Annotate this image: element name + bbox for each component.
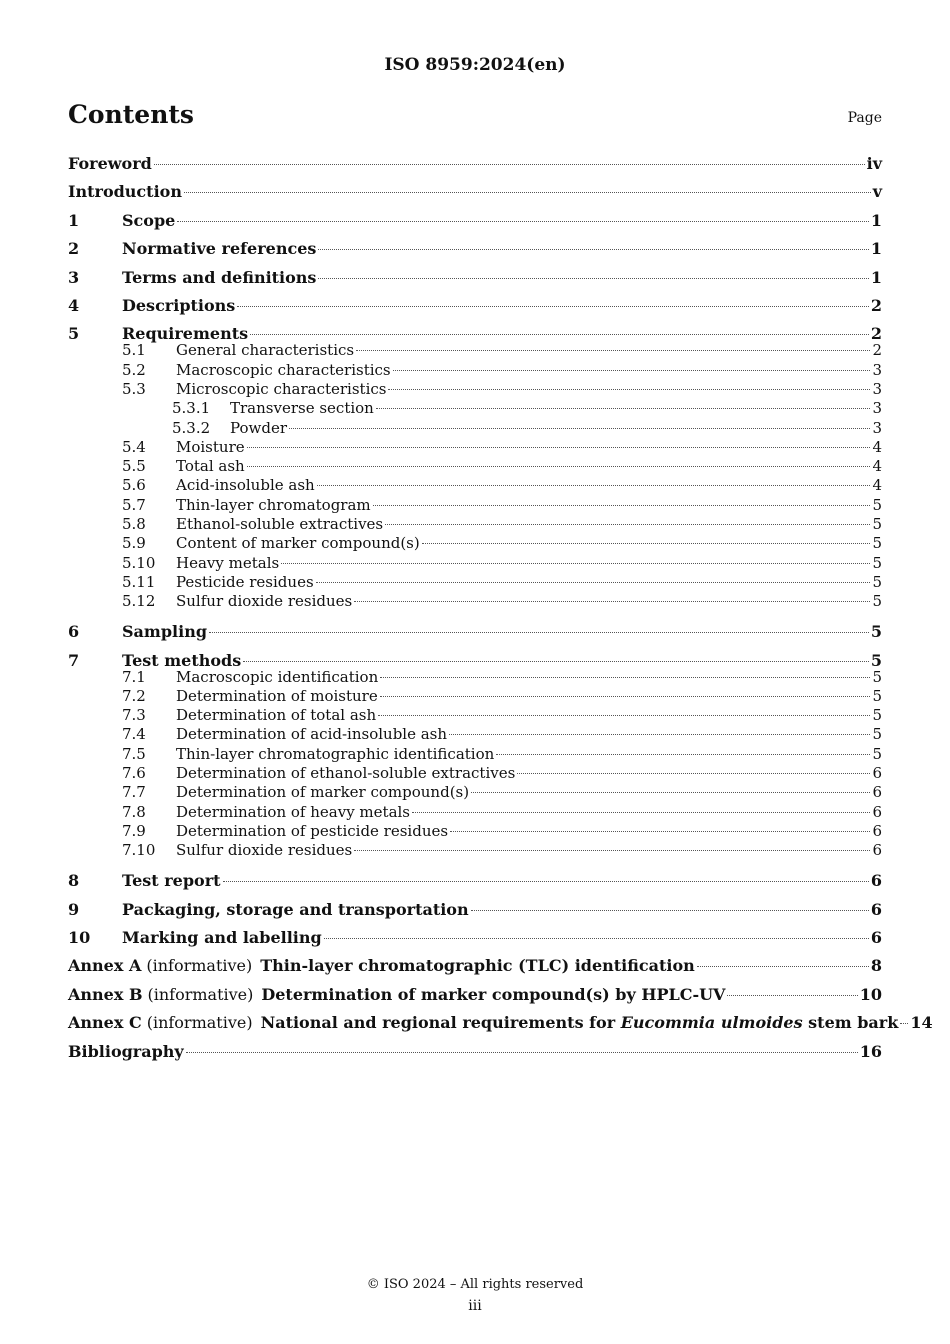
toc-entry-number: 9 — [68, 899, 80, 919]
toc-entry-number: 7.2 — [122, 686, 146, 705]
toc-entry[interactable] — [68, 926, 882, 954]
toc-entry[interactable] — [68, 706, 882, 725]
toc-entry-page: 5 — [872, 667, 882, 686]
annex-title: Thin-layer chromatographic (TLC) identification — [260, 956, 695, 976]
annex-title: Determination of marker compound(s) by HPLC-UV — [261, 984, 726, 1004]
toc-dot-leader — [697, 966, 869, 967]
toc-entry-title: Ethanol-soluble extractives — [176, 515, 384, 534]
toc-entry-number: 7.9 — [122, 821, 146, 840]
toc-entry-page: 5 — [872, 725, 882, 744]
toc-dot-leader — [177, 221, 869, 222]
toc-entry[interactable] — [68, 496, 882, 515]
toc-entry-number: 5.9 — [122, 534, 146, 553]
toc-dot-leader — [289, 428, 870, 429]
toc-entry-page: 3 — [872, 418, 882, 437]
toc-dot-leader — [450, 831, 870, 832]
toc-dot-leader — [186, 1052, 858, 1053]
document-id-header: ISO 8959:2024(en) — [384, 55, 566, 75]
toc-entry-page: 3 — [872, 399, 882, 418]
toc-entry[interactable] — [68, 620, 882, 648]
toc-entry[interactable] — [68, 341, 882, 360]
toc-entry-page: 5 — [872, 686, 882, 705]
toc-entry-number: 5.8 — [122, 515, 146, 534]
toc-entry-number: 5.2 — [122, 360, 146, 379]
toc-entry-title: Sampling — [122, 622, 208, 642]
toc-entry[interactable] — [68, 399, 882, 418]
toc-dot-leader — [380, 677, 870, 678]
toc-entry[interactable] — [68, 180, 882, 208]
toc-entry-number: 5.11 — [122, 572, 156, 591]
toc-entry-title: Thin-layer chromatographic identification — [176, 744, 495, 763]
toc-dot-leader — [281, 563, 870, 564]
toc-entry-title: Macroscopic characteristics — [176, 360, 391, 379]
toc-entry-page: 5 — [872, 572, 882, 591]
toc-dot-leader — [184, 192, 871, 193]
toc-entry-title: Determination of acid-insoluble ash — [176, 725, 448, 744]
toc-entry-title: Transverse section — [230, 399, 374, 418]
toc-entry-page: 8 — [870, 956, 882, 976]
toc-entry-page: 6 — [872, 764, 882, 783]
toc-dot-leader — [412, 812, 870, 813]
toc-dot-leader — [250, 334, 869, 335]
toc-dot-leader — [388, 389, 870, 390]
toc-entry-page: 6 — [870, 899, 882, 919]
toc-entry-page: 5 — [872, 592, 882, 611]
toc-dot-leader — [356, 350, 870, 351]
annex-informative-tag: (informative) — [146, 1013, 253, 1033]
toc-entry-page: 6 — [872, 802, 882, 821]
toc-entry-page: 5 — [870, 622, 882, 642]
toc-entry[interactable] — [68, 209, 882, 237]
toc-entry-number: 7.1 — [122, 667, 146, 686]
toc-entry-title: Powder — [230, 418, 288, 437]
toc-entry-title: Determination of ethanol-soluble extractives — [176, 764, 516, 783]
toc-entry[interactable] — [68, 1040, 882, 1068]
toc-entry[interactable] — [68, 554, 882, 573]
toc-entry-title: Sulfur dioxide residues — [176, 592, 353, 611]
annex-label: Annex A — [68, 956, 142, 976]
toc-entry-title: Determination of moisture — [176, 686, 378, 705]
toc-entry-title: Scope — [122, 210, 176, 230]
toc-entry[interactable] — [68, 725, 882, 744]
annex-title-part: stem bark — [802, 1013, 899, 1033]
toc-entry-number: 1 — [68, 210, 80, 230]
toc-entry[interactable] — [68, 419, 882, 438]
toc-entry-page: 1 — [870, 210, 882, 230]
toc-dot-leader — [380, 696, 871, 697]
toc-entry-title: Microscopic characteristics — [176, 379, 387, 398]
toc-entry-page: 16 — [859, 1041, 882, 1061]
toc-entry-number: 4 — [68, 295, 80, 315]
toc-entry-title: Bibliography — [68, 1041, 184, 1061]
toc-entry-number: 5.10 — [122, 553, 156, 572]
toc-dot-leader — [318, 249, 868, 250]
toc-entry-title: Acid-insoluble ash — [176, 476, 315, 495]
toc-entry[interactable] — [68, 476, 882, 495]
toc-entry[interactable] — [68, 764, 882, 783]
toc-entry-title: Packaging, storage and transportation — [122, 899, 469, 919]
toc-entry-title: Descriptions — [122, 295, 236, 315]
toc-entry-number: 5.6 — [122, 476, 146, 495]
toc-dot-leader — [154, 164, 865, 165]
toc-entry-page: 3 — [872, 360, 882, 379]
toc-entry[interactable] — [68, 361, 882, 380]
toc-entry-number: 7 — [68, 650, 80, 670]
toc-entry-page: 1 — [870, 239, 882, 259]
toc-entry-number: 5.4 — [122, 437, 146, 456]
contents-title: Contents — [68, 100, 195, 129]
toc-entry[interactable] — [68, 983, 882, 1011]
toc-dot-leader — [393, 370, 871, 371]
toc-entry[interactable] — [68, 841, 882, 869]
toc-entry-number: 5.1 — [122, 341, 146, 360]
toc-entry-number: 7.4 — [122, 725, 146, 744]
footer-copyright: © ISO 2024 – All rights reserved — [366, 1277, 584, 1292]
toc-entry-page: 2 — [872, 341, 882, 360]
toc-entry-title: Marking and labelling — [122, 928, 322, 948]
toc-entry-page: 2 — [870, 324, 882, 344]
toc-entry-number: 5 — [68, 324, 80, 344]
toc-entry-number: 7.10 — [122, 841, 156, 860]
toc-entry-page: 6 — [872, 783, 882, 802]
toc-entry-title: Total ash — [176, 457, 245, 476]
toc-dot-leader — [324, 938, 869, 939]
toc-dot-leader — [243, 661, 869, 662]
toc-entry-page: iv — [866, 154, 882, 173]
toc-dot-leader — [237, 306, 869, 307]
toc-entry-page: 5 — [872, 534, 882, 553]
toc-entry-title — [68, 983, 725, 1007]
toc-dot-leader — [247, 447, 871, 448]
toc-entry[interactable] — [68, 266, 882, 294]
toc-entry-title: Sulfur dioxide residues — [176, 841, 353, 860]
toc-entry[interactable] — [68, 592, 882, 620]
toc-dot-leader — [354, 601, 870, 602]
toc-entry-number: 8 — [68, 871, 80, 891]
toc-entry[interactable] — [68, 649, 882, 668]
toc-entry[interactable] — [68, 237, 882, 265]
toc-entry-title: Moisture — [176, 437, 245, 456]
toc-entry-page: 5 — [872, 553, 882, 572]
toc-entry-page: 6 — [870, 871, 882, 891]
toc-entry[interactable] — [68, 380, 882, 399]
toc-entry[interactable] — [68, 515, 882, 534]
toc-entry-title: Normative references — [122, 239, 317, 259]
toc-entry-title: Foreword — [68, 154, 152, 173]
toc-dot-leader — [378, 715, 870, 716]
toc-entry-page: 4 — [872, 437, 882, 456]
toc-entry-page: 2 — [870, 295, 882, 315]
toc-entry-title: Heavy metals — [176, 553, 280, 572]
toc-entry-page: 5 — [872, 515, 882, 534]
annex-label: Annex C — [68, 1013, 142, 1033]
toc-dot-leader — [385, 524, 870, 525]
toc-entry[interactable] — [68, 869, 882, 897]
toc-entry-page: 4 — [872, 457, 882, 476]
toc-entry-title: Test report — [122, 871, 221, 891]
annex-label: Annex B — [68, 984, 143, 1004]
toc-entry-number: 7.8 — [122, 802, 146, 821]
toc-entry-title: Determination of pesticide residues — [176, 821, 449, 840]
toc-entry[interactable] — [68, 152, 882, 180]
toc-dot-leader — [449, 734, 870, 735]
toc-entry-number: 5.3 — [122, 379, 146, 398]
toc-entry-title: Terms and definitions — [122, 267, 317, 287]
toc-entry-title: Determination of total ash — [176, 706, 377, 725]
toc-dot-leader — [376, 408, 871, 409]
toc-entry-page: 5 — [872, 495, 882, 514]
toc-entry-page: 10 — [859, 984, 882, 1004]
contents-heading-row — [68, 100, 882, 129]
toc-entry-title: General characteristics — [176, 341, 355, 360]
toc-dot-leader — [209, 632, 869, 633]
toc-entry-number: 7.3 — [122, 706, 146, 725]
toc-entry-page: 1 — [870, 267, 882, 287]
toc-dot-leader — [496, 754, 870, 755]
toc-entry-title: Test methods — [122, 650, 242, 670]
toc-entry-page: 5 — [872, 744, 882, 763]
page-column-label: Page — [847, 110, 882, 126]
toc-entry-number: 5.7 — [122, 495, 146, 514]
annex-title-part: National and regional requirements for — [260, 1013, 621, 1033]
table-of-contents — [68, 152, 933, 1068]
toc-dot-leader — [223, 881, 869, 882]
toc-entry-number: 7.5 — [122, 744, 146, 763]
toc-entry-page: v — [872, 182, 882, 202]
toc-entry-page: 6 — [872, 841, 882, 860]
toc-entry-number: 5.3.1 — [172, 399, 211, 418]
toc-dot-leader — [471, 910, 869, 911]
toc-dot-leader — [316, 582, 871, 583]
toc-entry-title: Content of marker compound(s) — [176, 534, 420, 553]
toc-entry-title: Determination of heavy metals — [176, 802, 411, 821]
toc-entry[interactable] — [68, 457, 882, 476]
toc-entry-page: 14 — [910, 1013, 933, 1033]
toc-entry[interactable] — [68, 783, 882, 802]
footer-page-number: iii — [468, 1298, 482, 1314]
toc-entry-number: 2 — [68, 239, 80, 259]
toc-dot-leader — [517, 773, 870, 774]
toc-dot-leader — [422, 543, 871, 544]
toc-entry[interactable] — [68, 954, 882, 982]
toc-dot-leader — [900, 1023, 908, 1024]
toc-entry[interactable] — [68, 745, 882, 764]
toc-entry-number: 5.3.2 — [172, 418, 211, 437]
toc-entry-number: 3 — [68, 267, 80, 287]
toc-entry-number: 10 — [68, 928, 91, 948]
toc-entry-number: 6 — [68, 622, 80, 642]
toc-entry-title: Macroscopic identification — [176, 667, 379, 686]
toc-dot-leader — [318, 278, 868, 279]
annex-informative-tag: (informative) — [146, 956, 253, 976]
toc-entry-title — [68, 1011, 898, 1035]
annex-title-part: Eucommia ulmoides — [620, 1013, 803, 1033]
toc-entry-page: 4 — [872, 476, 882, 495]
annex-informative-tag: (informative) — [147, 984, 254, 1004]
toc-entry-title — [68, 954, 695, 978]
toc-entry[interactable] — [68, 803, 882, 822]
toc-entry[interactable] — [68, 687, 882, 706]
toc-dot-leader — [373, 505, 871, 506]
toc-entry[interactable] — [68, 1011, 933, 1039]
toc-entry-number: 7.6 — [122, 764, 146, 783]
toc-entry-title: Thin-layer chromatogram — [176, 495, 371, 514]
toc-entry[interactable] — [68, 322, 882, 344]
toc-entry-page: 5 — [872, 706, 882, 725]
toc-entry-page: 3 — [872, 379, 882, 398]
toc-entry[interactable] — [68, 534, 882, 553]
toc-entry[interactable] — [68, 898, 882, 926]
toc-entry-number: 7.7 — [122, 783, 146, 802]
toc-dot-leader — [317, 485, 871, 486]
toc-entry[interactable] — [68, 573, 882, 592]
toc-entry-number: 5.5 — [122, 457, 146, 476]
toc-dot-leader — [354, 850, 870, 851]
toc-entry-title: Pesticide residues — [176, 572, 314, 591]
toc-entry-page: 6 — [870, 928, 882, 948]
toc-dot-leader — [727, 995, 857, 996]
toc-entry[interactable] — [68, 438, 882, 457]
toc-entry[interactable] — [68, 294, 882, 322]
toc-entry[interactable] — [68, 668, 882, 687]
toc-entry-page: 6 — [872, 821, 882, 840]
toc-entry-title: Determination of marker compound(s) — [176, 783, 470, 802]
toc-entry[interactable] — [68, 822, 882, 841]
toc-entry-page: 5 — [870, 650, 882, 670]
toc-entry-title: Introduction — [68, 182, 182, 202]
toc-dot-leader — [247, 466, 871, 467]
toc-entry-title: Requirements — [122, 324, 249, 344]
toc-dot-leader — [471, 792, 870, 793]
toc-entry-number: 5.12 — [122, 592, 156, 611]
